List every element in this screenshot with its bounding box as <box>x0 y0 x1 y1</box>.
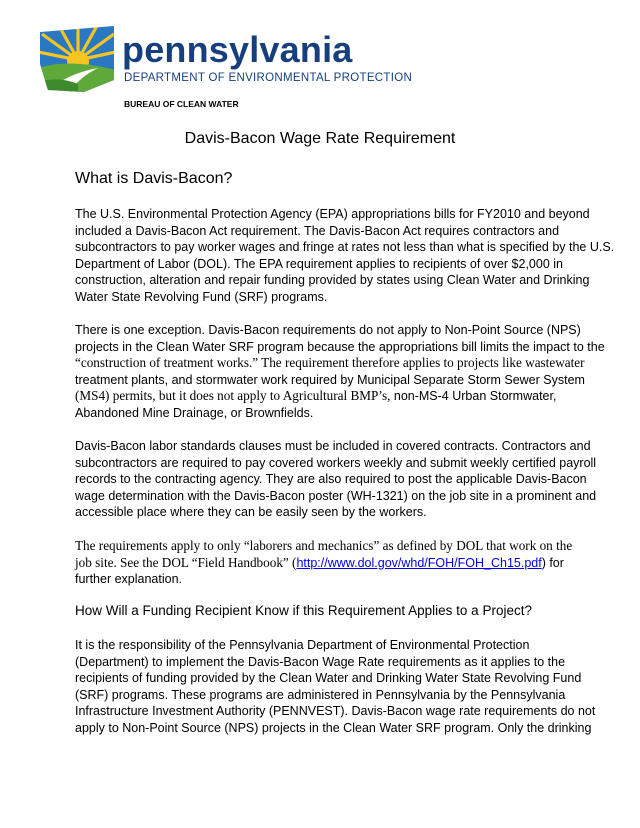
text-line <box>75 388 575 405</box>
text-line: apply to Non-Point Source (NPS) projects in the Clean Water SRF program. Only the drinking <box>75 720 592 735</box>
keystone-sun-logo-icon <box>38 24 116 94</box>
paragraph-labor-standards <box>75 438 597 521</box>
text-run: job site. See the DOL “Field Handbook” ( <box>75 554 297 570</box>
paragraph-exception <box>75 322 605 422</box>
text-line: The U.S. Environmental Protection Agency (EPA) appropriations bills for FY2010 and beyond <box>75 207 590 221</box>
text-line: Water State Revolving Fund (SRF) programs. <box>75 289 328 304</box>
text-line: There is one exception. Davis-Bacon requirements do not apply to Non-Point Source (NPS) <box>75 323 581 337</box>
text-run: ) for <box>541 555 564 570</box>
text-line: “construction of treatment works.” The requirement therefore applies to projects like wastewater <box>75 355 585 371</box>
text-run: (MS4) permits, but it does not apply to Agricultural BMP’s, <box>75 388 391 404</box>
text-run: non-MS-4 Urban Stormwater, <box>390 389 557 404</box>
bureau-name: BUREAU OF CLEAN WATER <box>124 99 239 109</box>
paragraph-laborers <box>75 538 575 588</box>
paragraph-responsibility <box>75 637 596 737</box>
text-line: subcontractors are required to pay covered workers weekly and submit weekly certified payroll <box>75 455 597 470</box>
header <box>38 24 598 94</box>
text-line: accessible place where they can be easily seen by the workers. <box>75 505 427 520</box>
text-line: construction, alteration and repair funding provided by states using Clean Water and Drinking <box>75 273 590 288</box>
paragraph-intro <box>75 206 615 306</box>
text-line <box>75 555 575 572</box>
section-heading-funding-recipient: How Will a Funding Recipient Know if this Requirement Applies to a Project? <box>75 603 532 618</box>
text-line: (SRF) programs. These programs are administered in Pennsylvania by the Pennsylvania <box>75 687 566 702</box>
text-line: subcontractors to pay worker wages and fringe at rates not less than what is specified by the U.S. <box>75 240 615 255</box>
document-title: Davis-Bacon Wage Rate Requirement <box>184 130 456 147</box>
dol-handbook-link[interactable]: http://www.dol.gov/whd/FOH/FOH_Ch15.pdf <box>296 555 542 570</box>
brand-name: pennsylvania <box>122 29 353 70</box>
text-line: wage determination with the Davis-Bacon poster (WH-1321) on the job site in a prominent and <box>75 488 597 503</box>
text-line: Abandoned Mine Drainage, or Brownfields. <box>75 405 314 420</box>
department-name: DEPARTMENT OF ENVIRONMENTAL PROTECTION <box>124 72 413 84</box>
text-line: records to the contracting agency. They are also required to post the applicable Davis-Bacon <box>75 472 587 487</box>
text-line: Department of Labor (DOL). The EPA requirement applies to recipients of over $2,000 in <box>75 256 563 271</box>
text-line: (Department) to implement the Davis-Bacon Wage Rate requirements as it applies to the <box>75 654 566 669</box>
text-line: further explanation. <box>75 572 183 587</box>
section-heading-what-is: What is Davis-Bacon? <box>75 170 233 187</box>
text-line: Infrastructure Investment Authority (PENNVEST). Davis-Bacon wage rate requirements do not <box>75 704 596 719</box>
text-line: projects in the Clean Water SRF program because the appropriations bill limits the impact to the <box>75 339 605 354</box>
text-line: recipients of funding provided by the Clean Water and Drinking Water State Revolving Fund <box>75 671 582 686</box>
text-line: Davis-Bacon labor standards clauses must be included in covered contracts. Contractors and <box>75 439 591 453</box>
text-line: The requirements apply to only “laborers and mechanics” as defined by DOL that work on the <box>75 538 573 553</box>
text-line: It is the responsibility of the Pennsylvania Department of Environmental Protection <box>75 638 530 652</box>
text-line: treatment plants, and stormwater work required by Municipal Separate Storm Sewer System <box>75 372 585 387</box>
text-line: included a Davis-Bacon Act requirement. The Davis-Bacon Act requires contractors and <box>75 223 560 238</box>
